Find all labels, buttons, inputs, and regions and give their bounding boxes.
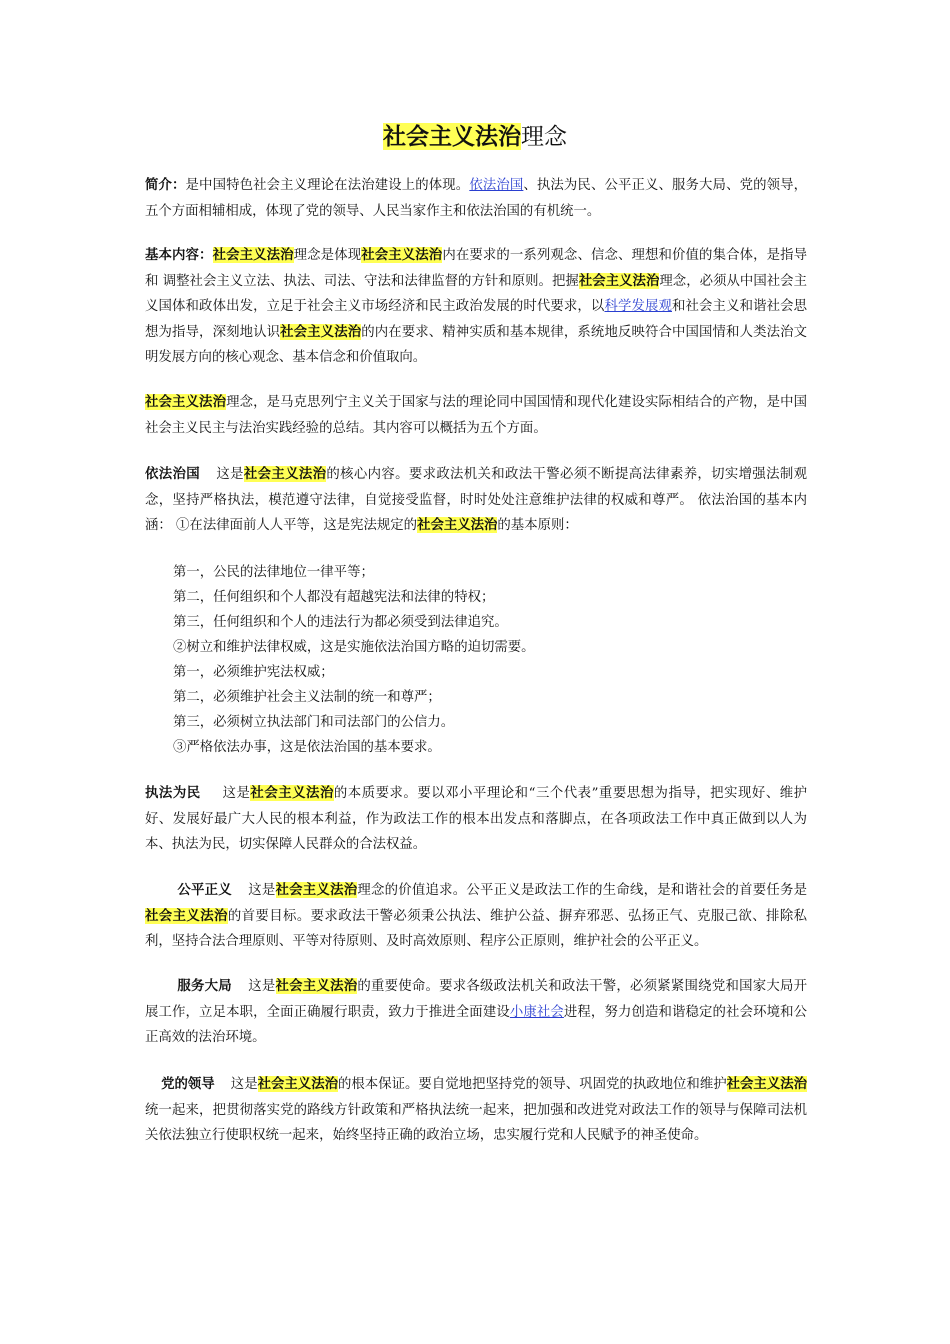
keyword-highlight: 社会主义法治: [578, 272, 660, 289]
concept-paragraph: [145, 390, 807, 441]
keyword-highlight: 社会主义法治: [250, 785, 334, 801]
overall-text-2: 的重要使命。要求各级政法机关和政法干警，必须紧紧围绕党和国家大局开展工作，立足本职，全面正确履行职责，致力于推进全面建设: [145, 979, 808, 1020]
basic-label: 基本内容：: [145, 247, 213, 263]
party-text-2: 的根本保证。要自觉地把坚持党的领导、巩固党的执政地位和维护: [338, 1077, 727, 1092]
basic-text-2: 内在要求的一系列观念、信念、理想和价值的集合体，是指导和 调整社会主义立法、执法、司法、守法和法律监督的方针和原则。把握: [145, 248, 808, 289]
party-text-3: 统一起来，把贯彻落实党的路线方针政策和严格执法统一起来，把加强和改进党对政法工作的领导与保障司法机关依法独立行使职权统一起来，始终坚持正确的政治立场，忠实履行党和人民赋予的神圣使命。: [145, 1102, 807, 1143]
keyword-highlight: 社会主义法治: [726, 1076, 808, 1092]
link-moderately-prosperous[interactable]: 小康社会: [509, 1004, 564, 1020]
list-item: 第二，必须维护社会主义法制的统一和尊严；: [173, 690, 441, 705]
keyword-highlight: 社会主义法治: [145, 394, 227, 410]
keyword-highlight: 社会主义法治: [417, 517, 498, 533]
for-people-text-2: 的本质要求。要以邓小平理论和“三个代表”重要思想为指导，把实现好、维护好、发展好最广大人民的根本利益，作为政法工作的根本出发点和落脚点，在各项政法工作中真正做到以人为本、执法为民，切实保障人民群众的合法权益。: [145, 786, 808, 852]
rule-of-law-paragraph: [145, 462, 807, 539]
intro-text: 是中国特色社会主义理论在法治建设上的体现。: [185, 178, 470, 193]
list-item: 第三，必须树立执法部门和司法部门的公信力。: [173, 715, 455, 730]
for-people-paragraph: [145, 781, 807, 858]
keyword-highlight: 社会主义法治: [243, 466, 327, 482]
overall-label: 服务大局: [177, 978, 232, 994]
rule-of-law-text-1: 这是: [216, 467, 244, 482]
overall-text-1: 这是: [248, 979, 276, 994]
intro-label: 简介：: [145, 177, 186, 193]
keyword-highlight: 社会主义法治: [212, 247, 294, 263]
overall-text-3: 进程，努力创造和谐稳定的社会环境和公正高效的法治环境。: [145, 1004, 808, 1045]
rule-of-law-label: 依法治国: [145, 466, 200, 482]
basic-text-5: 的内在要求、精神实质和基本规律，系统地反映符合中国国情和人类法治文明发展方向的核心观念、基本信念和价值取向。: [145, 324, 808, 365]
intro-text-2: 、执法为民、公平正义、服务大局、党的领导，五个方面相辅相成，体现了党的领导、人民当家作主和依法治国的有机统一。: [145, 178, 808, 219]
keyword-highlight: 社会主义法治: [361, 247, 443, 263]
overall-paragraph: [145, 974, 807, 1051]
list-item: ③严格依法办事，这是依法治国的基本要求。: [173, 740, 441, 755]
basic-text-3: 理念，必须从中国社会主义国体和政体出发，立足于社会主义市场经济和民主政治发展的时代要求，以: [145, 273, 807, 314]
title-highlight: 社会主义法治: [383, 123, 521, 150]
justice-label: 公平正义: [177, 882, 232, 898]
concept-text: 理念，是马克思列宁主义关于国家与法的理论同中国国情和现代化建设实际相结合的产物，是中国社会主义民主与法治实践经验的总结。其内容可以概括为五个方面。: [145, 395, 807, 436]
rule-of-law-text-2: 的核心内容。要求政法机关和政法干警必须不断提高法律素养，切实增强法制观念，坚持严格执法，模范遵守法律，自觉接受监督，时时处处注意维护法律的权威和尊严。 依法治国的基本内涵： ①在法律面前人人平等，这是宪法规定的: [145, 467, 808, 533]
rule-of-law-text-3: 的基本原则：: [497, 518, 578, 533]
keyword-highlight: 社会主义法治: [257, 1076, 338, 1092]
party-text-1: 这是: [230, 1077, 258, 1092]
basic-text-4: 和社会主义和谐社会思想为指导，深刻地认识: [145, 299, 808, 340]
basic-content-paragraph: [145, 243, 807, 371]
basic-text-1: 理念是体现: [293, 248, 362, 263]
page-title: [0, 121, 950, 153]
justice-paragraph: [145, 878, 807, 955]
list-item: ②树立和维护法律权威，这是实施依法治国方略的迫切需要。: [173, 640, 535, 655]
justice-text-2: 理念的价值追求。公平正义是政法工作的生命线，是和谐社会的首要任务是: [357, 883, 808, 898]
keyword-highlight: 社会主义法治: [280, 323, 362, 340]
justice-text-1: 这是: [248, 883, 276, 898]
party-label: 党的领导: [161, 1076, 215, 1092]
for-people-label: 执法为民: [145, 785, 201, 801]
link-rule-of-law[interactable]: 依法治国: [469, 178, 524, 193]
list-item: 第二，任何组织和个人都没有超越宪法和法律的特权；: [173, 590, 495, 605]
keyword-highlight: 社会主义法治: [275, 978, 358, 994]
list-item: 第三，任何组织和个人的违法行为都必须受到法律追究。: [173, 615, 508, 630]
list-item: 第一，必须维护宪法权威；: [173, 665, 334, 680]
intro-paragraph: [145, 173, 807, 224]
list-item: 第一，公民的法律地位一律平等；: [173, 565, 374, 580]
link-scientific-outlook[interactable]: 科学发展观: [604, 299, 673, 314]
justice-text-3: 的首要目标。要求政法干警必须秉公执法、维护公益、摒弃邪恶、弘扬正气、克服己欲、排除私利，坚持合法合理原则、平等对待原则、及时高效原则、程序公正原则，维护社会的公平正义。: [145, 908, 808, 949]
party-paragraph: [145, 1072, 807, 1149]
keyword-highlight: 社会主义法治: [275, 882, 358, 898]
title-suffix: 理念: [521, 124, 567, 150]
keyword-highlight: 社会主义法治: [145, 907, 228, 924]
for-people-text-1: 这是: [222, 786, 251, 801]
